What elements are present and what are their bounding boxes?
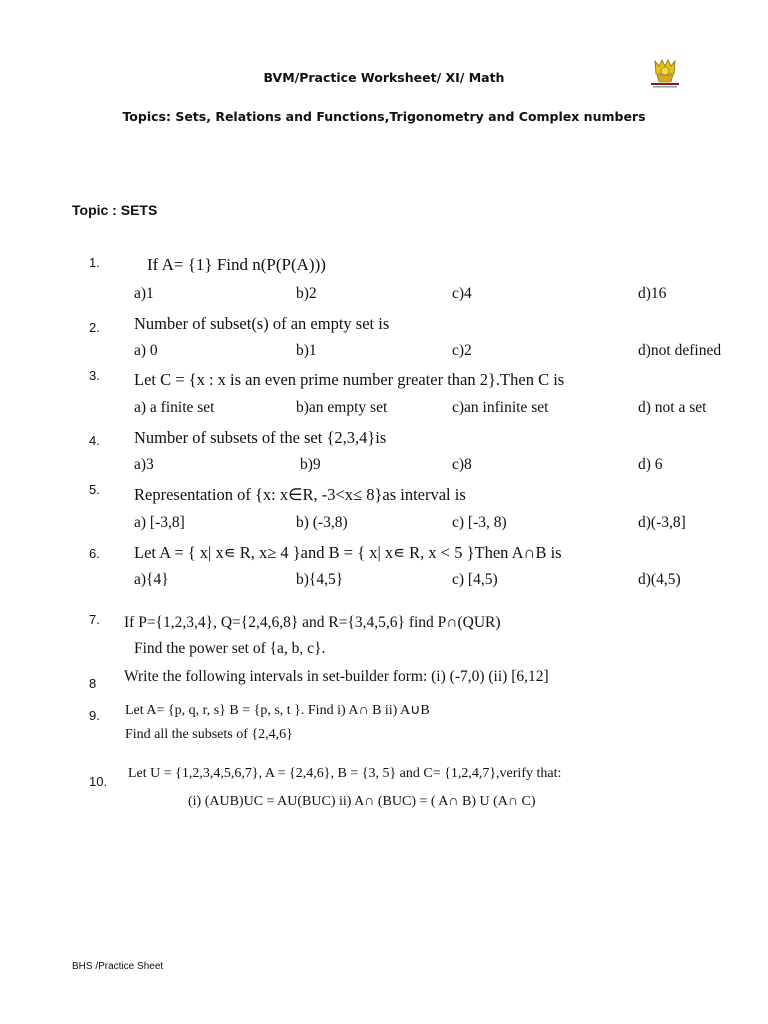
school-logo [645,58,685,90]
question-number: 4. [89,433,100,448]
question-number: 9. [89,708,100,723]
option-c: c)8 [452,456,472,473]
option-c: c)an infinite set [452,399,549,416]
option-d: d)(-3,8] [638,514,686,531]
question-text: If A= {1} Find n(P(P(A))) [147,255,326,274]
question-text: Let A= {p, q, r, s} B = {p, s, t }. Find i) A∩ B ii) A∪B [125,703,430,718]
question-text: Write the following intervals in set-builder form: (i) (-7,0) (ii) [6,12] [124,668,549,685]
question-text: Find the power set of {a, b, c}. [134,640,326,657]
option-d: d)16 [638,285,667,302]
question-number: 7. [89,612,100,627]
question-text: If P={1,2,3,4}, Q={2,4,6,8} and R={3,4,5,6} find P∩(QUR) [124,614,501,631]
question-text: Number of subset(s) of an empty set is [134,314,390,333]
question-text: Find all the subsets of {2,4,6} [125,727,293,742]
option-b: b)9 [300,456,321,473]
question-number: 2. [89,320,100,335]
option-c: c)4 [452,285,472,302]
worksheet-topics: Topics: Sets, Relations and Functions,Trigonometry and Complex numbers [122,109,646,124]
question-number: 6. [89,546,100,561]
question-number: 1. [89,255,100,270]
question-text: Let C = {x : x is an even prime number greater than 2}.Then C is [134,370,565,389]
topic-heading: Topic : SETS [72,202,158,218]
question-text: Number of subsets of the set {2,3,4}is [134,428,387,447]
option-a: a)1 [134,285,154,302]
option-d: d)not defined [638,342,722,359]
question-number: 10. [89,774,108,789]
question-number: 5. [89,482,100,497]
footer-text: BHS /Practice Sheet [72,961,164,972]
worksheet-title: BVM/Practice Worksheet/ XI/ Math [263,70,505,85]
option-b: b)an empty set [296,399,388,416]
option-a: a) [-3,8] [134,514,185,531]
option-a: a)3 [134,456,154,473]
option-a: a) 0 [134,342,158,359]
option-b: b)1 [296,342,317,359]
option-a: a){4} [134,571,169,588]
option-c: c) [4,5) [452,571,498,588]
option-d: d) not a set [638,399,707,416]
option-d: d) 6 [638,456,663,473]
option-b: b){4,5} [296,571,344,588]
question-text: Representation of {x: x∈R, -3<x≤ 8}as interval is [134,485,466,504]
option-a: a) a finite set [134,399,215,416]
option-d: d)(4,5) [638,571,681,588]
option-b: b)2 [296,285,317,302]
question-number: 8 [89,676,97,691]
option-c: c)2 [452,342,472,359]
option-c: c) [-3, 8) [452,514,507,531]
question-text: Let A = { x| x∊ R, x≥ 4 }and B = { x| x∊ R, x < 5 }Then A∩B is [134,543,562,562]
question-text: Let U = {1,2,3,4,5,6,7}, A = {2,4,6}, B = {3, 5} and C= {1,2,4,7},verify that: [128,766,562,781]
option-b: b) (-3,8) [296,514,348,531]
question-number: 3. [89,368,100,383]
question-text: (i) (AUB)UC = AU(BUC) ii) A∩ (BUC) = ( A∩ B) U (A∩ C) [188,794,536,809]
